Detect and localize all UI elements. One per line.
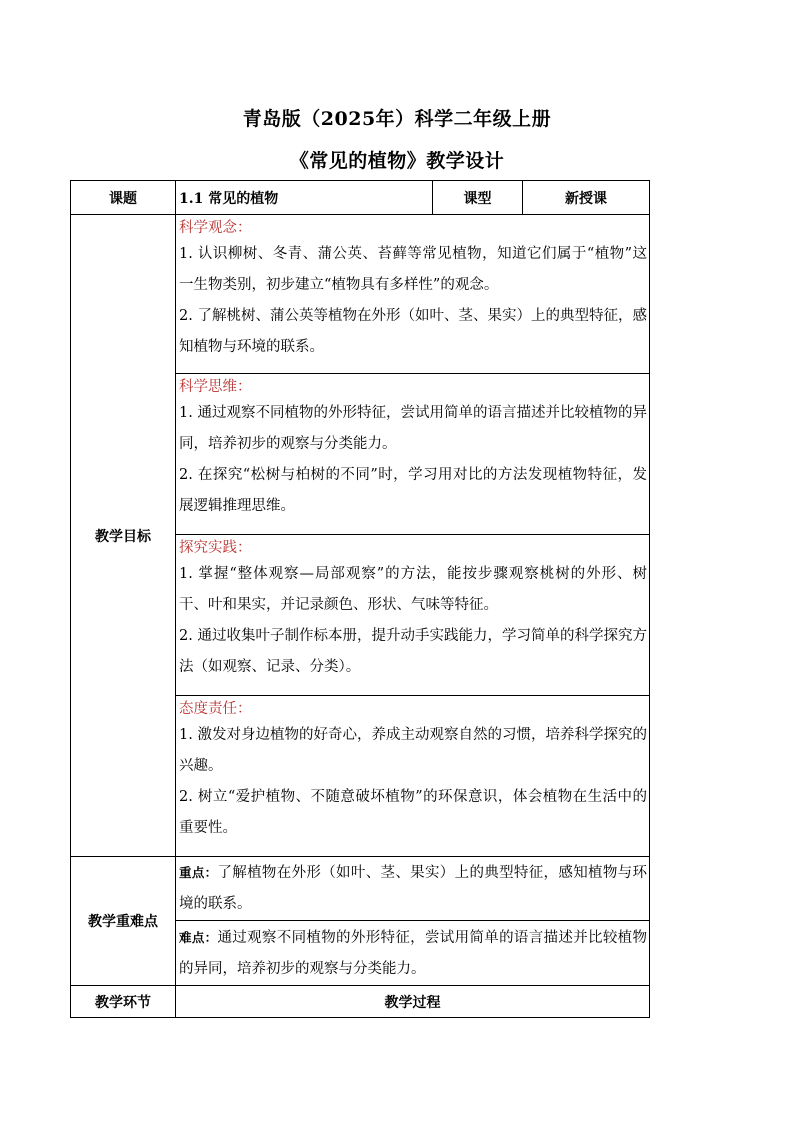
objective-item: 1. 认识柳树、冬青、蒲公英、苔藓等常见植物，知道它们属于“植物”这一生物类别，初步建立“植物具有多样性”的观念。: [179, 246, 647, 293]
lesson-topic-value: 1.1 常见的植物: [176, 181, 433, 215]
lesson-topic-label: 课题: [71, 181, 176, 215]
lesson-plan-table: [70, 180, 650, 1018]
lesson-type-value: 新授课: [523, 181, 650, 215]
objective-section-attitude: [176, 696, 650, 857]
key-point-cell: [176, 857, 650, 921]
lesson-info-row: [71, 181, 650, 215]
objective-section-concept: [176, 215, 650, 374]
document-subtitle: 《常见的植物》教学设计: [289, 150, 505, 172]
process-header-row: [71, 986, 650, 1018]
teaching-stage-label: 教学环节: [71, 986, 176, 1018]
objective-item: 2. 在探究“松树与柏树的不同”时，学习用对比的方法发现植物特征，发展逻辑推理思维。: [179, 467, 647, 514]
objective-heading: 科学思维：: [179, 379, 252, 395]
difficult-point-cell: [176, 921, 650, 986]
objective-row-concept: [71, 215, 650, 374]
key-point-label: 重点：: [179, 865, 218, 880]
objective-item: 1. 掌握“整体观察—局部观察”的方法，能按步骤观察桃树的外形、树干、叶和果实，并记录颜色、形状、气味等特征。: [179, 566, 647, 613]
objective-section-thinking: [176, 374, 650, 535]
teaching-process-label: 教学过程: [176, 986, 650, 1018]
difficult-point-label: 难点：: [179, 929, 218, 945]
key-points-label: 教学重难点: [71, 857, 176, 986]
objective-section-practice: [176, 535, 650, 696]
objective-heading: 科学观念：: [179, 220, 252, 236]
objective-item: 2. 了解桃树、蒲公英等植物在外形（如叶、茎、果实）上的典型特征，感知植物与环境的联系。: [179, 308, 647, 355]
key-point-row: [71, 857, 650, 921]
objective-item: 2. 树立“爱护植物、不随意破坏植物”的环保意识，体会植物在生活中的重要性。: [179, 789, 647, 836]
lesson-type-label: 课型: [433, 181, 523, 215]
key-point-text: 了解植物在外形（如叶、茎、果实）上的典型特征，感知植物与环境的联系。: [179, 865, 647, 912]
objective-item: 1. 激发对身边植物的好奇心，养成主动观察自然的习惯，培养科学探究的兴趣。: [179, 727, 647, 774]
difficult-point-text: 通过观察不同植物的外形特征，尝试用简单的语言描述并比较植物的异同，培养初步的观察与分类能力。: [179, 929, 647, 977]
document-title: 青岛版（2025年）科学二年级上册: [242, 108, 552, 130]
objective-heading: 探究实践：: [179, 540, 252, 556]
objectives-label: 教学目标: [71, 215, 176, 857]
objective-item: 2. 通过收集叶子制作标本册，提升动手实践能力，学习简单的科学探究方法（如观察、记录、分类）。: [179, 628, 647, 675]
objective-item: 1. 通过观察不同植物的外形特征，尝试用简单的语言描述并比较植物的异同，培养初步的观察与分类能力。: [179, 405, 647, 452]
objective-heading: 态度责任：: [179, 701, 252, 717]
